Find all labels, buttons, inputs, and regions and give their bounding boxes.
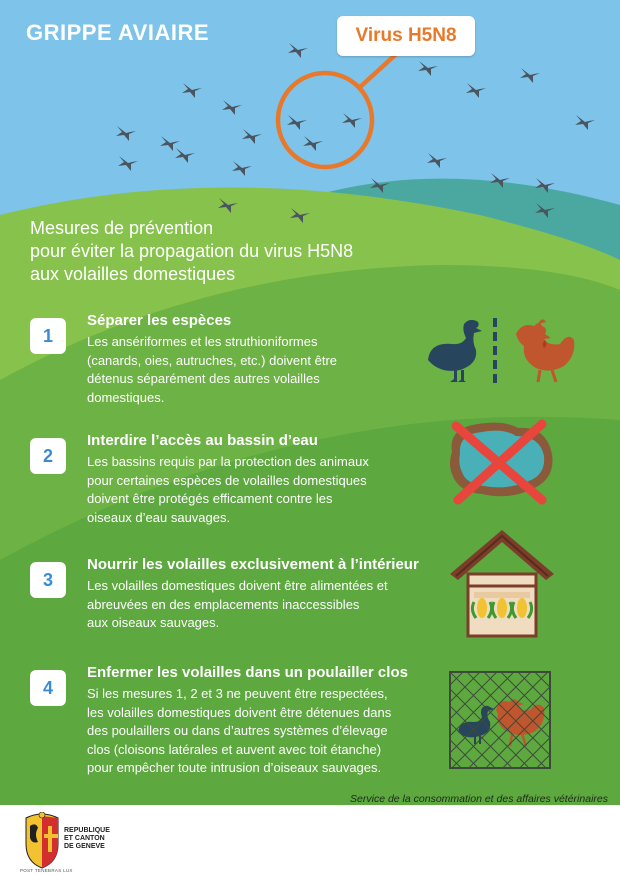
duck-hen-illustration [418,312,578,390]
pond-crossed-illustration [438,414,558,506]
description-line: pour certaines espèces de volailles domestiques [87,472,367,488]
bird-icon [490,173,510,188]
shelter-illustration [440,522,564,638]
canton-name-line: ET CANTON [64,835,105,842]
measure-description [87,685,391,778]
bird-icon [418,61,438,76]
description-line: les volailles domestiques doivent être détenues dans [87,704,392,720]
description-line: Les bassins requis par la protection des animaux [87,454,369,469]
bird-icon [575,115,595,130]
description-line: Les ansériformes et les struthioniformes [87,334,318,349]
bird-icon [118,156,138,171]
bird-icon [342,113,362,128]
measure-number: 3 [30,562,66,598]
bird-icon [182,83,202,98]
bird-icon [232,161,252,176]
bird-icon [287,115,307,130]
bird-icon [116,126,136,141]
measure-title: Interdire l’accès au bassin d’eau [87,432,318,449]
coat-of-arms-icon [20,812,64,870]
closed-coop-illustration [448,670,552,770]
description-line: (canards, oies, autruches, etc.) doivent être [87,352,338,368]
measure-description [87,333,337,407]
intro-line: Mesures de prévention [30,218,214,238]
description-line: domestiques. [87,389,165,405]
hen-icon [516,319,574,382]
measure-number: 1 [30,318,66,354]
virus-label: Virus H5N8 [337,16,475,56]
description-line: aux oiseaux sauvages. [87,615,220,630]
intro-heading [30,217,450,286]
measure-number: 4 [30,670,66,706]
canton-name-line: REPUBLIQUE [64,827,110,834]
description-line: des poulaillers ou dans d’autres systèmes d’élevage [87,723,388,738]
bird-icon [242,129,262,144]
description-line: abreuvées en des emplacements inaccessibles [87,596,360,612]
description-line: Les volailles domestiques doivent être alimentées et [87,578,388,593]
canton-name-line: DE GENEVE [64,843,105,850]
measure-title: Nourrir les volailles exclusivement à l’intérieur [87,556,419,573]
measure-description [87,577,388,633]
description-line: pour empêcher toute intrusion d’oiseaux sauvages. [87,760,382,775]
magnifier-icon [278,46,405,167]
measure-title: Enfermer les volailles dans un poulailler clos [87,664,408,681]
measure-description [87,453,369,527]
description-line: clos (cloisons latérales et auvent avec toit étanche) [87,741,382,757]
bird-icon [466,83,486,98]
bird-icon [370,178,390,193]
bird-icon [427,153,447,168]
intro-line: aux volailles domestiques [30,264,236,284]
description-line: doivent être protégés efficament contre les [87,491,333,506]
bird-icon [288,43,308,58]
canton-name [64,827,110,851]
bird-icon [218,198,238,213]
motto: POST TENEBRAS LUX [20,868,73,873]
description-line: Si les mesures 1, 2 et 3 ne peuvent être respectées, [87,686,388,701]
fence-icon [450,672,550,768]
bird-icon [520,68,540,83]
measure-number: 2 [30,438,66,474]
measure-title: Séparer les espèces [87,312,232,329]
intro-line: pour éviter la propagation du virus H5N8 [30,241,354,261]
service-credit: Service de la consommation et des affaires vétérinaires [350,793,608,805]
bird-icon [535,203,555,218]
bird-icon [160,136,180,151]
bird-icon [303,136,323,151]
bird-icon [175,148,195,163]
description-line: détenus séparément des autres volailles [87,371,320,386]
description-line: oiseaux d’eau sauvages. [87,509,231,525]
bird-icon [535,178,555,193]
poster-title: GRIPPE AVIAIRE [26,20,210,45]
bird-icon [222,100,242,115]
shelter-icon [450,530,554,636]
duck-icon [428,320,482,382]
